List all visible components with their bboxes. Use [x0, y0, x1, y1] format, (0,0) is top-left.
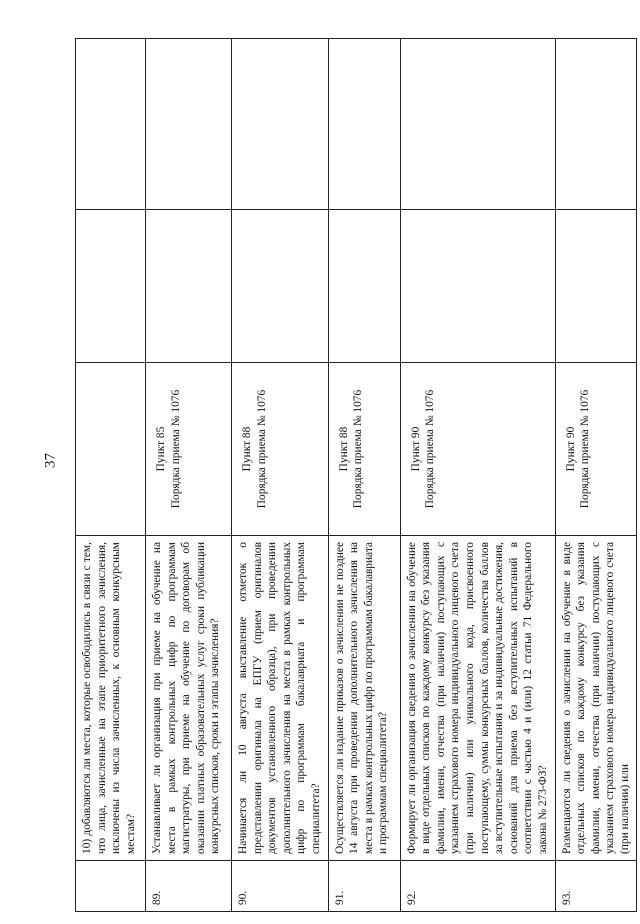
basis-document: Порядка приема № 1076 [424, 389, 437, 509]
page-number: 37 [42, 453, 59, 468]
basis-document: Порядка приема № 1076 [255, 389, 268, 509]
notes-cell [400, 39, 555, 210]
row-number: 90. [232, 861, 329, 912]
answer-cell [328, 210, 400, 363]
answer-cell [232, 210, 329, 363]
legal-basis [76, 363, 146, 536]
row-number: 91. [328, 861, 400, 912]
basis-clause: Пункт 88 [241, 426, 253, 472]
table-row [146, 39, 232, 912]
legal-basis [400, 363, 555, 536]
notes-cell [232, 39, 329, 210]
notes-cell [328, 39, 400, 210]
legal-basis [232, 363, 329, 536]
row-number: 89. [146, 861, 232, 912]
basis-document: Порядка приема № 1076 [169, 389, 182, 509]
basis-clause: Пункт 90 [409, 426, 422, 472]
basis-clause: Пункт 88 [337, 426, 350, 472]
checklist-table-container [75, 60, 631, 912]
table-row [232, 39, 329, 912]
question-text: Формирует ли организация сведения о зачислении на обучение в виде отдельных списков по каждому конкурсу без указания фамилии, имени, отчества (при наличии) поступающих с указанием страхового номера индивидуального лицевого счета (при наличии) или уникального кода, присвоенного поступающему, суммы конкурсных баллов, количества баллов за вступительные испытания и за индивидуальные достижения, оснований для приема без вступительных испытаний в соответствии с частью 4 и (или) 12 статьи 71 Федерального закона № 273-ФЗ? [400, 536, 555, 861]
legal-basis [328, 363, 400, 536]
answer-cell [76, 210, 146, 363]
notes-cell [555, 39, 637, 210]
basis-document: Порядка приема № 1076 [579, 389, 592, 509]
answer-cell [555, 210, 637, 363]
basis-clause: Пункт 90 [564, 426, 577, 472]
basis-clause: Пункт 85 [155, 426, 167, 472]
question-text: Начинается ли 10 августа выставление отметок о представлении оригинала на ЕПГУ (прием оригиналов документов установленного образца), при проведении дополнительного зачисления на места в рамках контрольных цифр по программам бакалавриата и программам специалитета? [232, 536, 329, 861]
row-number: 92. [400, 861, 555, 912]
legal-basis [555, 363, 637, 536]
table-row [328, 39, 400, 912]
table-row [555, 39, 637, 912]
question-text: Размещаются ли сведения о зачислении на обучение в виде отдельных списков по каждому конкурсу без указания фамилии, имени, отчества (при наличии) поступающих с указанием страхового номера индивидуального лицевого счета (при наличии) или [555, 536, 637, 861]
row-number [76, 861, 146, 912]
notes-cell [146, 39, 232, 210]
question-text: 10) добавляются ли места, которые освободились в связи с тем, что лица, зачисленные на этапе приоритетного зачисления, исключены из числа зачисленных, к основным конкурсным местам? [76, 536, 146, 861]
checklist-table [75, 38, 637, 912]
basis-document: Порядка приема № 1076 [352, 389, 365, 509]
table-row [400, 39, 555, 912]
row-number: 93. [555, 861, 637, 912]
answer-cell [146, 210, 232, 363]
notes-cell [76, 39, 146, 210]
answer-cell [400, 210, 555, 363]
question-text: Осуществляется ли издание приказов о зачислении не позднее 14 августа при проведении дополнительного зачисления на места в рамках контрольных цифр по программам бакалавриата и программам специалитета? [328, 536, 400, 861]
legal-basis [146, 363, 232, 536]
question-text: Устанавливает ли организация при приеме на обучение на места в рамках контрольных цифр по программам магистратуры, при приеме на обучение по договорам об оказании платных образовательных услуг сроки публикации конкурсных списков, сроки и этапы зачисления? [146, 536, 232, 861]
table-row [76, 39, 146, 912]
